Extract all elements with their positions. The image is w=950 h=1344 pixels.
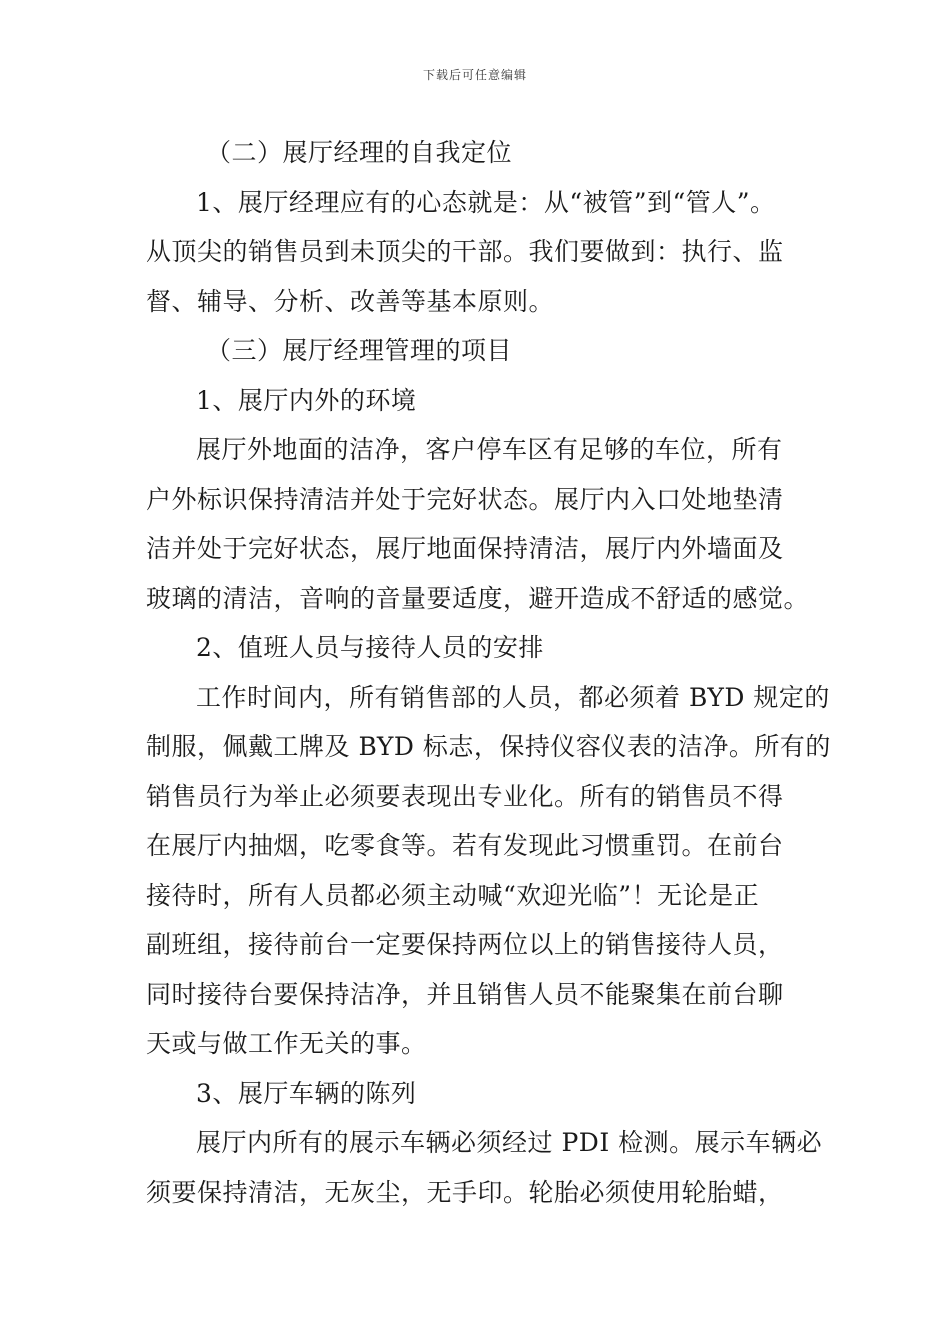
paragraph-line: 1、展厅经理应有的心态就是：从“被管”到“管人”。 <box>196 187 776 217</box>
document-body <box>146 128 831 1217</box>
paragraph-line: 玻璃的清洁，音响的音量要适度，避开造成不舒适的感觉。 <box>146 583 810 613</box>
paragraph-line: 天或与做工作无关的事。 <box>146 1029 427 1058</box>
paragraph-line: 同时接待台要保持洁净，并且销售人员不能聚集在前台聊 <box>146 979 784 1009</box>
subheading-vehicle-display: 3、展厅车辆的陈列 <box>196 1078 417 1108</box>
subheading-environment: 1、展厅内外的环境 <box>196 385 417 415</box>
paragraph-line: 展厅外地面的洁净，客户停车区有足够的车位，所有 <box>196 435 783 464</box>
paragraph-line: 销售员行为举止必须要表现出专业化。所有的销售员不得 <box>146 781 784 811</box>
paragraph-line: 洁并处于完好状态，展厅地面保持清洁，展厅内外墙面及 <box>146 534 784 563</box>
paragraph-line: 展厅内所有的展示车辆必须经过 PDI 检测。展示车辆必 <box>196 1128 823 1157</box>
header-note: 下载后可任意编辑 <box>422 68 527 82</box>
paragraph-line: 督、辅导、分析、改善等基本原则。 <box>146 286 555 316</box>
paragraph-line: 户外标识保持清洁并处于完好状态。展厅内入口处地垫清 <box>146 484 784 514</box>
section-heading-2: （二）展厅经理的自我定位 <box>206 138 513 167</box>
section-heading-3: （三）展厅经理管理的项目 <box>206 336 513 365</box>
paragraph-line: 制服，佩戴工牌及 BYD 标志，保持仪容仪表的洁净。所有的 <box>146 732 831 761</box>
paragraph-line: 在展厅内抽烟，吃零食等。若有发现此习惯重罚。在前台 <box>146 831 784 860</box>
paragraph-line: 副班组，接待前台一定要保持两位以上的销售接待人员， <box>146 930 784 959</box>
paragraph-line: 工作时间内，所有销售部的人员，都必须着 BYD 规定的 <box>196 682 830 712</box>
paragraph-line: 接待时，所有人员都必须主动喊“欢迎光临”！无论是正 <box>146 880 760 910</box>
subheading-staffing: 2、值班人员与接待人员的安排 <box>196 633 544 662</box>
paragraph-line: 须要保持清洁，无灰尘，无手印。轮胎必须使用轮胎蜡， <box>146 1177 784 1207</box>
paragraph-line: 从顶尖的销售员到未顶尖的干部。我们要做到：执行、监 <box>146 237 784 266</box>
